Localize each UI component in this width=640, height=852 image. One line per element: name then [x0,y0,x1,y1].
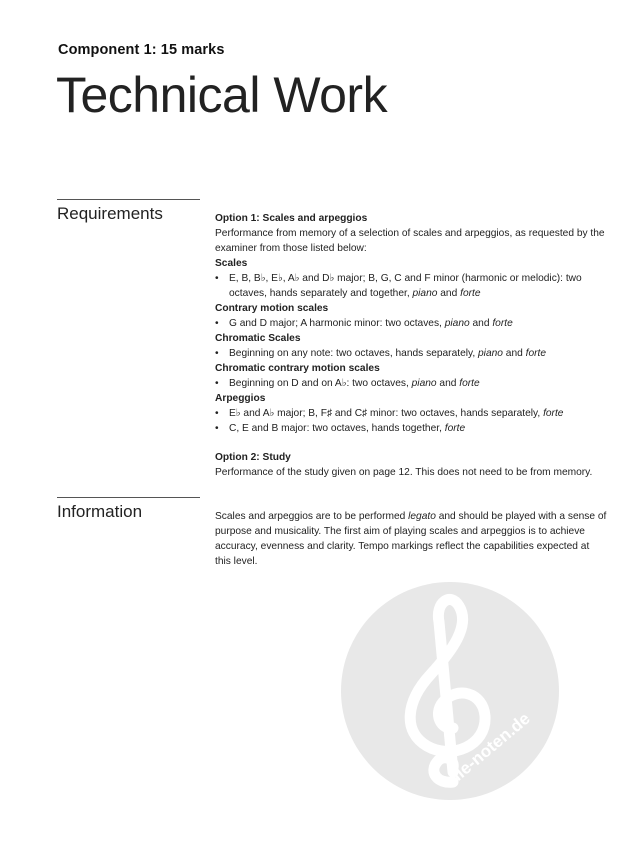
item-text: Beginning on D and on A♭: two octaves, [229,378,412,389]
item-dynamic: forte [460,288,481,299]
bullet-icon: • [215,348,219,359]
item-dynamic: piano [411,378,437,389]
group-heading: Scales [215,258,248,269]
item-dynamic: forte [444,423,466,434]
item-dynamic: piano [412,288,438,299]
information-text [215,509,607,569]
watermark [341,582,559,800]
item-conjunction: and [469,318,493,329]
option1-heading: Option 1: Scales and arpeggios [215,213,368,224]
item-dynamic: forte [492,318,513,329]
page-title: Technical Work [56,67,388,123]
group-heading: Chromatic contrary motion scales [215,363,380,374]
requirements-label: Requirements [57,204,163,223]
component-heading: Component 1: 15 marks [58,42,225,58]
option2-text: Performance of the study given on page 12. This does not need to be from memory. [215,467,593,478]
item-conjunction: and [502,348,526,359]
list-item [215,376,607,391]
information-text-end: and should be played with a sense of purpose and musicality. The first aim of playing scales and arpeggios is to achieve accuracy, evenness and clarity. Tempo markings reflect the capabilities expected at this level. [215,511,607,567]
group-heading: Contrary motion scales [215,303,329,314]
option1-intro: Performance from memory of a selection of scales and arpeggios, as requested by the examiner from those listed below: [215,228,605,254]
item-dynamic: piano [478,348,503,359]
requirement-groups [215,256,607,436]
item-text: Beginning on any note: two octaves, hands separately, [229,348,479,359]
information-label: Information [57,502,143,521]
group-heading: Arpeggios [215,393,266,404]
bullet-icon: • [215,408,219,419]
requirements-content [215,211,607,480]
item-text: E, B, B♭, E♭, A♭ and D♭ major; B, G, C and F minor (harmonic or melodic): two octaves, hands separately and together, [229,273,582,299]
bullet-icon: • [215,378,219,389]
item-dynamic: forte [543,408,564,419]
information-italic: legato [408,511,436,522]
item-dynamic: forte [459,378,480,389]
item-text: E♭ and A♭ major; B, F♯ and C♯ minor: two octaves, hands separately, [229,408,544,419]
item-text: C, E and B major: two octaves, hands together, [229,423,445,434]
list-item [215,316,607,331]
item-text: G and D major; A harmonic minor: two octaves, [229,318,445,329]
bullet-icon: • [215,273,219,284]
information-rule [57,497,200,498]
list-item [215,421,607,436]
option2-heading: Option 2: Study [215,452,291,463]
list-item [215,406,607,421]
item-conjunction: and [437,288,461,299]
item-dynamic: forte [525,348,547,359]
group-heading: Chromatic Scales [215,333,301,344]
bullet-icon: • [215,423,219,434]
list-item [215,271,607,301]
list-item [215,346,607,361]
requirements-rule [57,199,200,200]
item-dynamic: piano [444,318,470,329]
information-text-start: Scales and arpeggios are to be performed [215,511,409,522]
bullet-icon: • [215,318,219,329]
watermark-text: alle-noten.de [441,708,534,791]
item-conjunction: and [436,378,460,389]
